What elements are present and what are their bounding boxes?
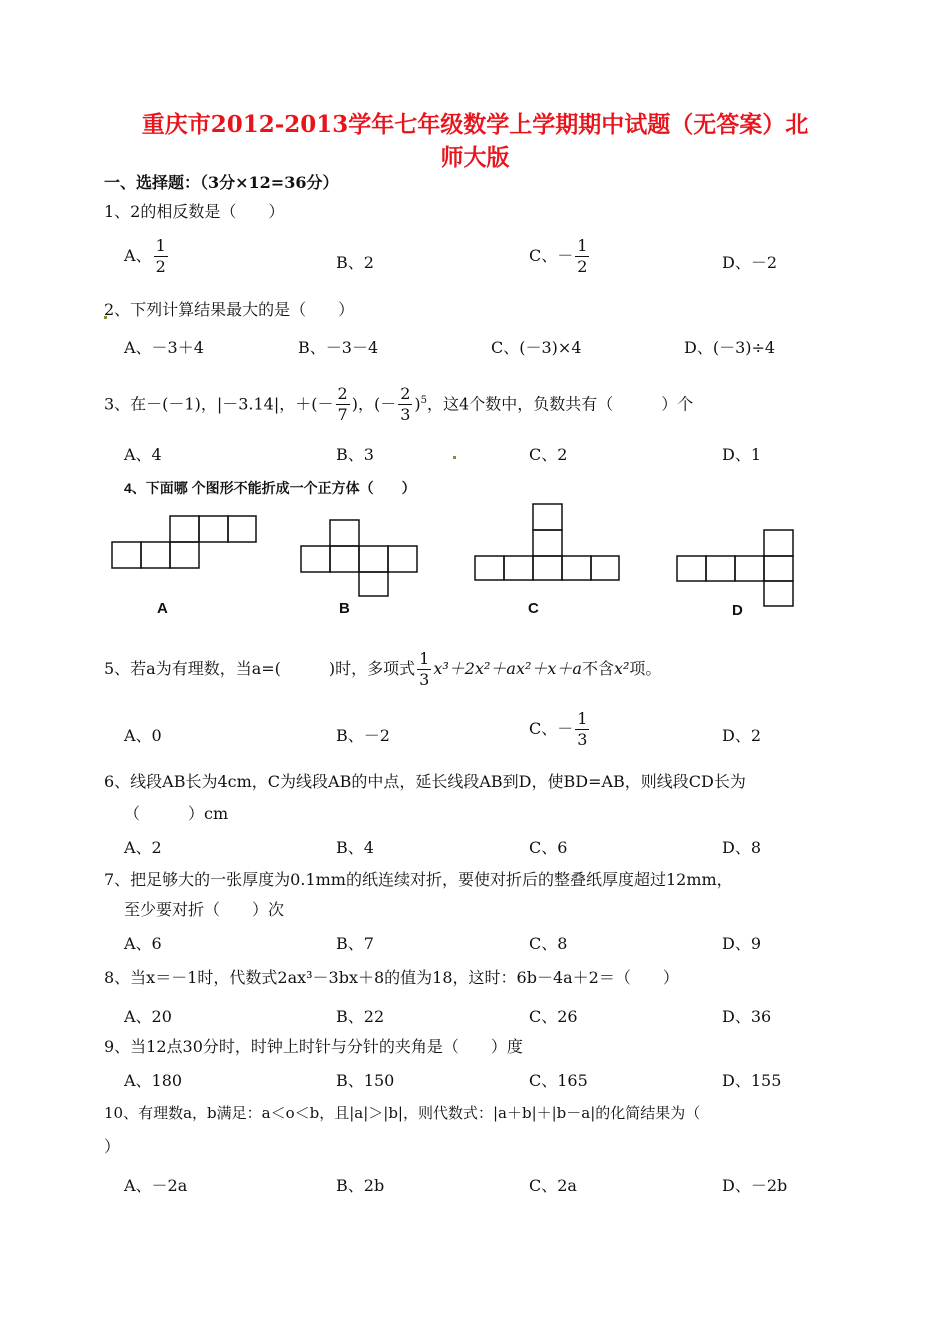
q2-option-a: A、－3＋4: [124, 338, 204, 357]
fraction: $\frac{2}{7}$: [337, 384, 348, 425]
q7-option-c: C、8: [529, 934, 568, 953]
net-label-c: C: [528, 600, 539, 617]
question-4-stem: 4、下面哪 个图形不能折成一个正方体（ ）: [124, 480, 416, 496]
q6-option-b: B、4: [336, 838, 374, 857]
net-label-d: D: [732, 602, 743, 619]
q8-option-c: C、26: [529, 1007, 578, 1026]
q10-option-a: A、－2a: [124, 1176, 188, 1195]
q10-option-d: D、－2b: [722, 1176, 788, 1195]
question-10-line-2: ）: [104, 1137, 121, 1156]
net-label-a: A: [157, 600, 168, 617]
question-2-stem: 2、下列计算结果最大的是（ ）: [104, 300, 355, 319]
cube-net-d: [673, 526, 797, 610]
question-5-stem: 5、若a为有理数，当a=( )时，多项式 $\frac{1}{3}$ x³＋2x²＋ax²＋x＋a不含x²项。: [104, 649, 662, 689]
q7-option-a: A、6: [124, 934, 162, 953]
q2-option-b: B、－3－4: [298, 338, 379, 357]
q2-option-c: C、(－3)×4: [491, 338, 582, 357]
q5-option-a: A、0: [124, 726, 162, 745]
q7-option-d: D、9: [722, 934, 762, 953]
q1-option-c: C、－ $\frac{1}{2}$: [529, 236, 588, 276]
q1-option-d: D、－2: [722, 253, 778, 272]
q3-option-a: A、4: [124, 445, 162, 464]
exam-title: [100, 108, 850, 174]
q8-option-d: D、36: [722, 1007, 772, 1026]
q8-option-a: A、20: [124, 1007, 172, 1026]
q3-option-d: D、1: [722, 445, 762, 464]
q9-option-b: B、150: [336, 1071, 395, 1090]
section-heading-choice: 一、选择题：（3分×12=36分）: [104, 173, 339, 192]
q10-option-c: C、2a: [529, 1176, 577, 1195]
q2-option-d: D、(－3)÷4: [684, 338, 776, 357]
q7-option-b: B、7: [336, 934, 374, 953]
question-10-line-1: 10、有理数a，b满足：a＜o＜b，且|a|＞|b|，则代数式：|a＋b|＋|b－a|的化简结果为（: [104, 1104, 701, 1122]
cube-net-b: [297, 516, 421, 600]
stray-dot: [453, 456, 456, 459]
question-1-stem: 1、2的相反数是（ ）: [104, 202, 285, 221]
q1-option-a: A、 $\frac{1}{2}$: [124, 236, 166, 276]
q5-option-b: B、－2: [336, 726, 390, 745]
q6-option-a: A、2: [124, 838, 162, 857]
question-7-line-1: 7、把足够大的一张厚度为0.1mm的纸连续对折，要使对折后的整叠纸厚度超过12mm，: [104, 870, 733, 889]
fraction: $\frac{1}{2}$: [155, 236, 166, 276]
fraction: $\frac{1}{3}$: [577, 709, 588, 749]
question-7-line-2: 至少要对折（ ）次: [124, 900, 285, 919]
question-8-stem: 8、当x＝－1时，代数式2ax³－3bx＋8的值为18，这时：6b－4a＋2＝（ ）: [104, 968, 679, 987]
q5-option-d: D、2: [722, 726, 762, 745]
q10-option-b: B、2b: [336, 1176, 385, 1195]
q6-option-c: C、6: [529, 838, 568, 857]
cube-net-a: [108, 512, 260, 572]
q9-option-a: A、180: [124, 1071, 183, 1090]
question-6-line-2: （ ）cm: [124, 804, 229, 823]
q8-option-b: B、22: [336, 1007, 385, 1026]
q9-option-d: D、155: [722, 1071, 782, 1090]
title-line-1: 重庆市2012-2013学年七年级数学上学期期中试题（无答案）北: [141, 111, 809, 138]
question-9-stem: 9、当12点30分时，时钟上时针与分针的夹角是（ ）度: [104, 1037, 523, 1056]
q6-option-d: D、8: [722, 838, 762, 857]
net-label-b: B: [339, 600, 350, 617]
fraction: $\frac{1}{3}$: [419, 649, 430, 689]
q9-option-c: C、165: [529, 1071, 588, 1090]
cube-net-c: [471, 500, 623, 584]
question-3-stem: 3、在－(－1)，|－3.14|，＋(－ $\frac{2}{7}$ )，(－ $\frac{2}{3}$ )$^5$，这4个数中，负数共有（ ）个: [104, 384, 694, 425]
fraction: $\frac{2}{3}$: [400, 384, 411, 425]
q1-option-b: B、2: [336, 253, 374, 272]
title-line-2: 师大版: [440, 144, 510, 171]
q5-option-c: C、－ $\frac{1}{3}$: [529, 709, 588, 749]
q3-option-b: B、3: [336, 445, 374, 464]
question-6-line-1: 6、线段AB长为4cm，C为线段AB的中点，延长线段AB到D，使BD=AB，则线段CD长为: [104, 772, 746, 791]
q3-option-c: C、2: [529, 445, 568, 464]
fraction: $\frac{1}{2}$: [577, 236, 588, 276]
